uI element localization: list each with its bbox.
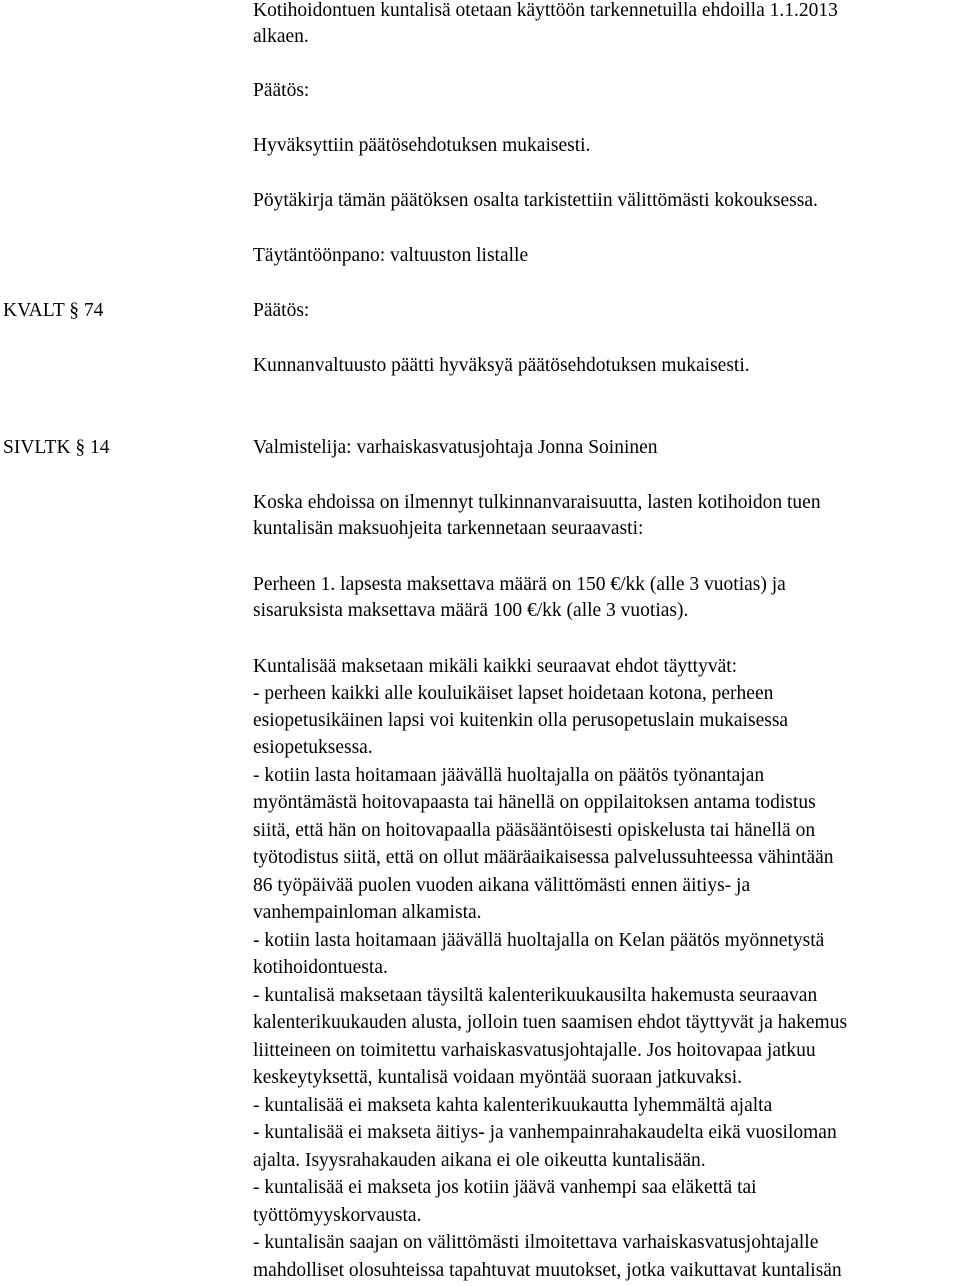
- condition-line: - kotiin lasta hoitamaan jäävällä huoltajalla on päätös työnantajan: [253, 765, 765, 786]
- condition-line: 86 työpäivää puolen vuoden aikana välittömästi ennen äitiys- ja: [253, 875, 751, 896]
- section-marker-sivltk: SIVLTK § 14: [3, 437, 110, 458]
- condition-line: esiopetusikäinen lapsi voi kuitenkin olla perusopetuslain mukaisessa: [253, 710, 789, 731]
- condition-line: vanhempainloman alkamista.: [253, 902, 482, 923]
- condition-line: - kuntalisää ei makseta äitiys- ja vanhempainrahakaudelta eikä vuosiloman: [253, 1122, 837, 1143]
- sivltk-intro-line: kuntalisän maksuohjeita tarkennetaan seuraavasti:: [253, 518, 644, 539]
- kvalt-decision-text: Kunnanvaltuusto päätti hyväksyä päätösehdotuksen mukaisesti.: [253, 355, 750, 376]
- condition-line: keskeytyksettä, kuntalisä voidaan myöntää suoraan jatkuvaksi.: [253, 1067, 742, 1088]
- condition-line: kalenterikuukauden alusta, jolloin tuen saamisen ehdot täyttyvät ja hakemus: [253, 1012, 848, 1033]
- condition-line: kotihoidontuesta.: [253, 957, 388, 978]
- condition-line: - kuntalisän saajan on välittömästi ilmoitettava varhaiskasvatusjohtajalle: [253, 1232, 819, 1253]
- section-marker-kvalt: KVALT § 74: [3, 300, 104, 321]
- sivltk-intro-line: Koska ehdoissa on ilmennyt tulkinnanvaraisuutta, lasten kotihoidon tuen: [253, 492, 821, 513]
- decision-line: Täytäntöönpano: valtuuston listalle: [253, 245, 529, 266]
- condition-line: - kuntalisää ei makseta jos kotiin jäävä vanhempi saa eläkettä tai: [253, 1177, 757, 1198]
- condition-line: myöntämästä hoitovapaasta tai hänellä on oppilaitoksen antama todistus: [253, 792, 816, 813]
- condition-line: ajalta. Isyysrahakauden aikana ei ole oikeutta kuntalisään.: [253, 1150, 706, 1171]
- condition-line: työtodistus siitä, että on ollut määräaikaisessa palvelussuhteessa vähintään: [253, 847, 834, 868]
- intro-line: Kotihoidontuen kuntalisä otetaan käyttöön tarkennetuilla ehdoilla 1.1.2013: [253, 0, 838, 21]
- condition-line: siitä, että hän on hoitovapaalla pääsääntöisesti opiskelusta tai hänellä on: [253, 820, 816, 841]
- condition-line: työttömyyskorvausta.: [253, 1205, 422, 1226]
- condition-line: - perheen kaikki alle kouluikäiset lapset hoidetaan kotona, perheen: [253, 683, 774, 704]
- decision-line: Hyväksyttiin päätösehdotuksen mukaisesti.: [253, 135, 591, 156]
- decision-label: Päätös:: [253, 80, 310, 101]
- intro-line: alkaen.: [253, 26, 309, 47]
- preparer-line: Valmistelija: varhaiskasvatusjohtaja Jonna Soininen: [253, 437, 658, 458]
- decision-line: Pöytäkirja tämän päätöksen osalta tarkistettiin välittömästi kokouksessa.: [253, 190, 818, 211]
- condition-line: mahdolliset olosuhteissa tapahtuvat muutokset, jotka vaikuttavat kuntalisän: [253, 1260, 842, 1281]
- amount-line: sisaruksista maksettava määrä 100 €/kk (alle 3 vuotias).: [253, 600, 689, 621]
- condition-line: - kuntalisää ei makseta kahta kalenterikuukautta lyhemmältä ajalta: [253, 1095, 773, 1116]
- kvalt-decision-label: Päätös:: [253, 300, 310, 321]
- condition-line: Kuntalisää maksetaan mikäli kaikki seuraavat ehdot täyttyvät:: [253, 656, 738, 677]
- condition-line: - kuntalisä maksetaan täysiltä kalenterikuukausilta hakemusta seuraavan: [253, 985, 818, 1006]
- condition-line: esiopetuksessa.: [253, 737, 373, 758]
- condition-line: - kotiin lasta hoitamaan jäävällä huoltajalla on Kelan päätös myönnetystä: [253, 930, 825, 951]
- amount-line: Perheen 1. lapsesta maksettava määrä on 150 €/kk (alle 3 vuotias) ja: [253, 574, 786, 595]
- condition-line: liitteineen on toimitettu varhaiskasvatusjohtajalle. Jos hoitovapaa jatkuu: [253, 1040, 816, 1061]
